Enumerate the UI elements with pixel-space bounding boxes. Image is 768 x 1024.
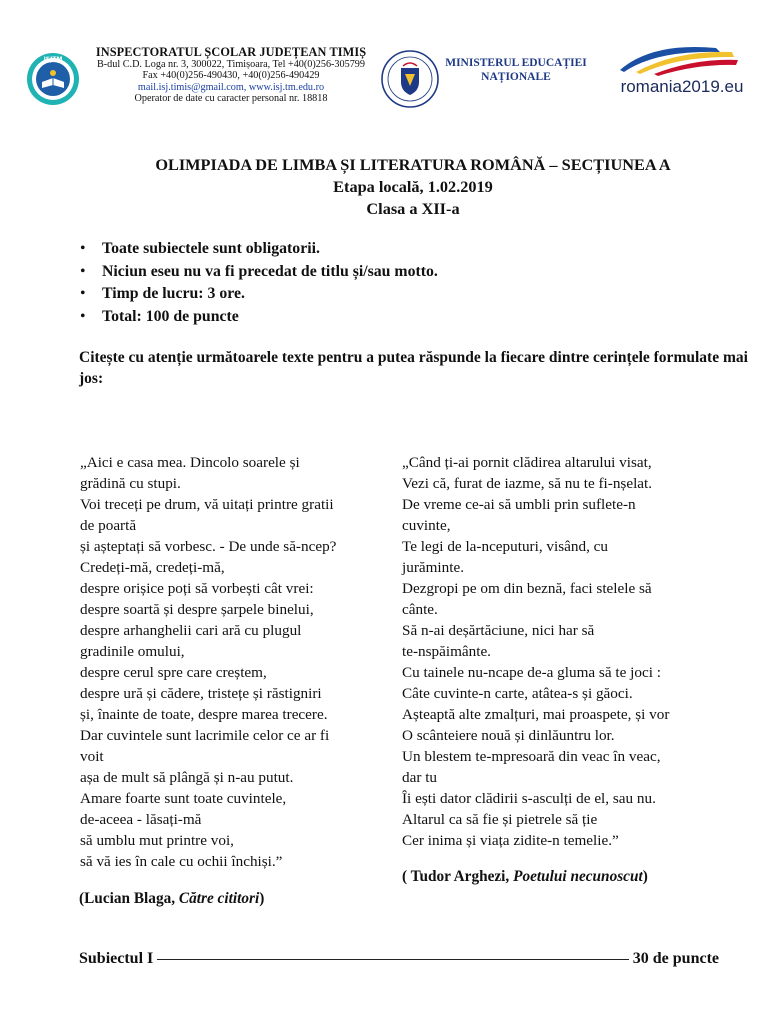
poem-line: de-aceea - lăsați-mă [80,811,202,828]
poem-line: O scânteiere nouă și dinlăuntru lor. [402,727,615,744]
rule-item: • Toate subiectele sunt obligatorii. [80,238,438,261]
ministry-line-1: MINISTERUL EDUCAȚIEI [445,57,587,69]
poem-line: despre cerul spre care creștem, [80,664,267,681]
poem-line: Cu tainele nu-ncape de-a gluma să te joci : [402,664,661,681]
poem-line: să umblu mut printre voi, [80,832,234,849]
subject-points: 30 de puncte [632,950,719,967]
poem-line: Așteaptă alte zmalțuri, mai proaspete, și vor [402,706,670,723]
poem-line: așa de mult să plângă și n-au putut. [80,769,294,786]
poem-line: despre orișice poți să vorbești cât vrei: [80,580,314,597]
poem-blaga [80,452,380,872]
poem-line: Credeți-mă, credeți-mă, [80,559,225,576]
poem-line: te-nspăimânte. [402,643,491,660]
ministry-line-2: NAȚIONALE [481,71,551,83]
romania2019-text: romania2019.eu [620,77,744,96]
poem-line: „Aici e casa mea. Dincolo soarele și [80,454,300,471]
rule-item: • Timp de lucru: 3 ore. [80,283,438,306]
poem-line: Altarul ca să fie și pietrele să ție [402,811,598,828]
poem-line: grădină cu stupi. [80,475,181,492]
citation-close: ) [259,890,265,907]
poem-line: gradinile omului, [80,643,185,660]
poem-line: Te legi de la-nceputuri, visând, cu [402,538,609,555]
romania2019-logo [612,38,752,98]
poem-line: dar tu [402,769,438,786]
subject-underline [157,959,629,960]
rule-item: • Total: 100 de puncte [80,306,438,329]
ministry-name [443,56,589,84]
poem-line: de poartă [80,517,137,534]
isj-fax: Fax +40(0)256-490430, +40(0)256-490429 [142,70,320,81]
isj-timis-logo [26,52,80,106]
poem-line: Câte cuvinte-n carte, atâtea-s și găoci. [402,685,633,702]
isj-email-web[interactable]: mail.isj.timis@gmail.com, www.isj.tm.edu.ro [137,81,325,93]
poem-line: despre arhanghelii cari ară cu plugul [80,622,302,639]
citation-work: Poetului necunoscut [513,868,643,885]
poem-line: Vezi că, furat de iazme, să nu te fi-nșelat. [402,475,653,492]
exam-rules-list [80,238,438,328]
ministry-crest-icon [381,50,439,108]
title-line-2: Etapa locală, 1.02.2019 [333,177,493,196]
poem-line: „Când ți-ai pornit clădirea altarului visat, [402,454,652,471]
poem-line: să vă ies în cale cu ochii închiși.” [80,853,283,870]
citation-author: Tudor Arghezi, [410,868,510,885]
isj-operator: Operator de date cu caracter personal nr. 18818 [134,93,328,104]
title-line-3: Clasa a XII-a [366,199,460,218]
poem-line: Dezgropi pe om din beznă, faci stelele să [402,580,652,597]
citation-open: ( [402,868,411,885]
instructions-text: Citește cu atenție următoarele texte pentru a putea răspunde la fiecare dintre cerințele formulate mai jos: [79,349,748,387]
isj-contact-block [86,47,376,105]
poem-line: despre ură și cădere, tristețe și răstigniri [80,685,322,702]
poem-line: jurăminte. [402,559,464,576]
poem-line: De vreme ce-ai să umbli prin suflete-n [402,496,636,513]
citation-author: Lucian Blaga, [84,890,176,907]
subject-heading [79,950,719,968]
poem-line: Să n-ai deșărtăciune, nici har să [402,622,595,639]
citation-work: Către cititori [178,890,260,907]
citation-open: ( [79,890,85,907]
exam-title [0,154,768,220]
poem-line: Amare foarte sunt toate cuvintele, [80,790,287,807]
isj-name: INSPECTORATUL ȘCOLAR JUDEȚEAN TIMIȘ [95,45,367,59]
poem-arghezi [402,452,742,851]
citation-close: ) [642,868,648,885]
poem-line: și, înainte de toate, despre marea trecere. [80,706,328,723]
poem-line: voit [80,748,104,765]
poem-line: Un blestem te-mpresoară din veac în veac, [402,748,661,765]
poem-blaga-citation [79,890,264,908]
poem-arghezi-citation [402,868,648,886]
poem-line: și așteptați să vorbesc. - De unde să-ncep? [80,538,337,555]
poem-line: Voi treceți pe drum, vă uitați printre gratii [80,496,334,513]
poem-line: cânte. [402,601,438,618]
poem-line: Dar cuvintele sunt lacrimile celor ce ar fi [80,727,330,744]
isj-logo-text: ISJTM [43,56,63,63]
subject-label: Subiectul I [79,950,154,967]
isj-address: B-dul C.D. Loga nr. 3, 300022, Timișoara, Tel +40(0)256-305799 [96,58,365,70]
poem-line: Cer inima și viața zidite-n temelie.” [402,832,619,849]
rule-item: • Niciun eseu nu va fi precedat de titlu și/sau motto. [80,261,438,284]
poem-line: cuvinte, [402,517,451,534]
title-line-1: OLIMPIADA DE LIMBA ȘI LITERATURA ROMÂNĂ – SECȚIUNEA A [155,155,671,174]
poem-line: Îi ești dator clădirii s-asculți de el, sau nu. [402,790,656,807]
poem-line: despre soartă și despre șarpele binelui, [80,601,314,618]
